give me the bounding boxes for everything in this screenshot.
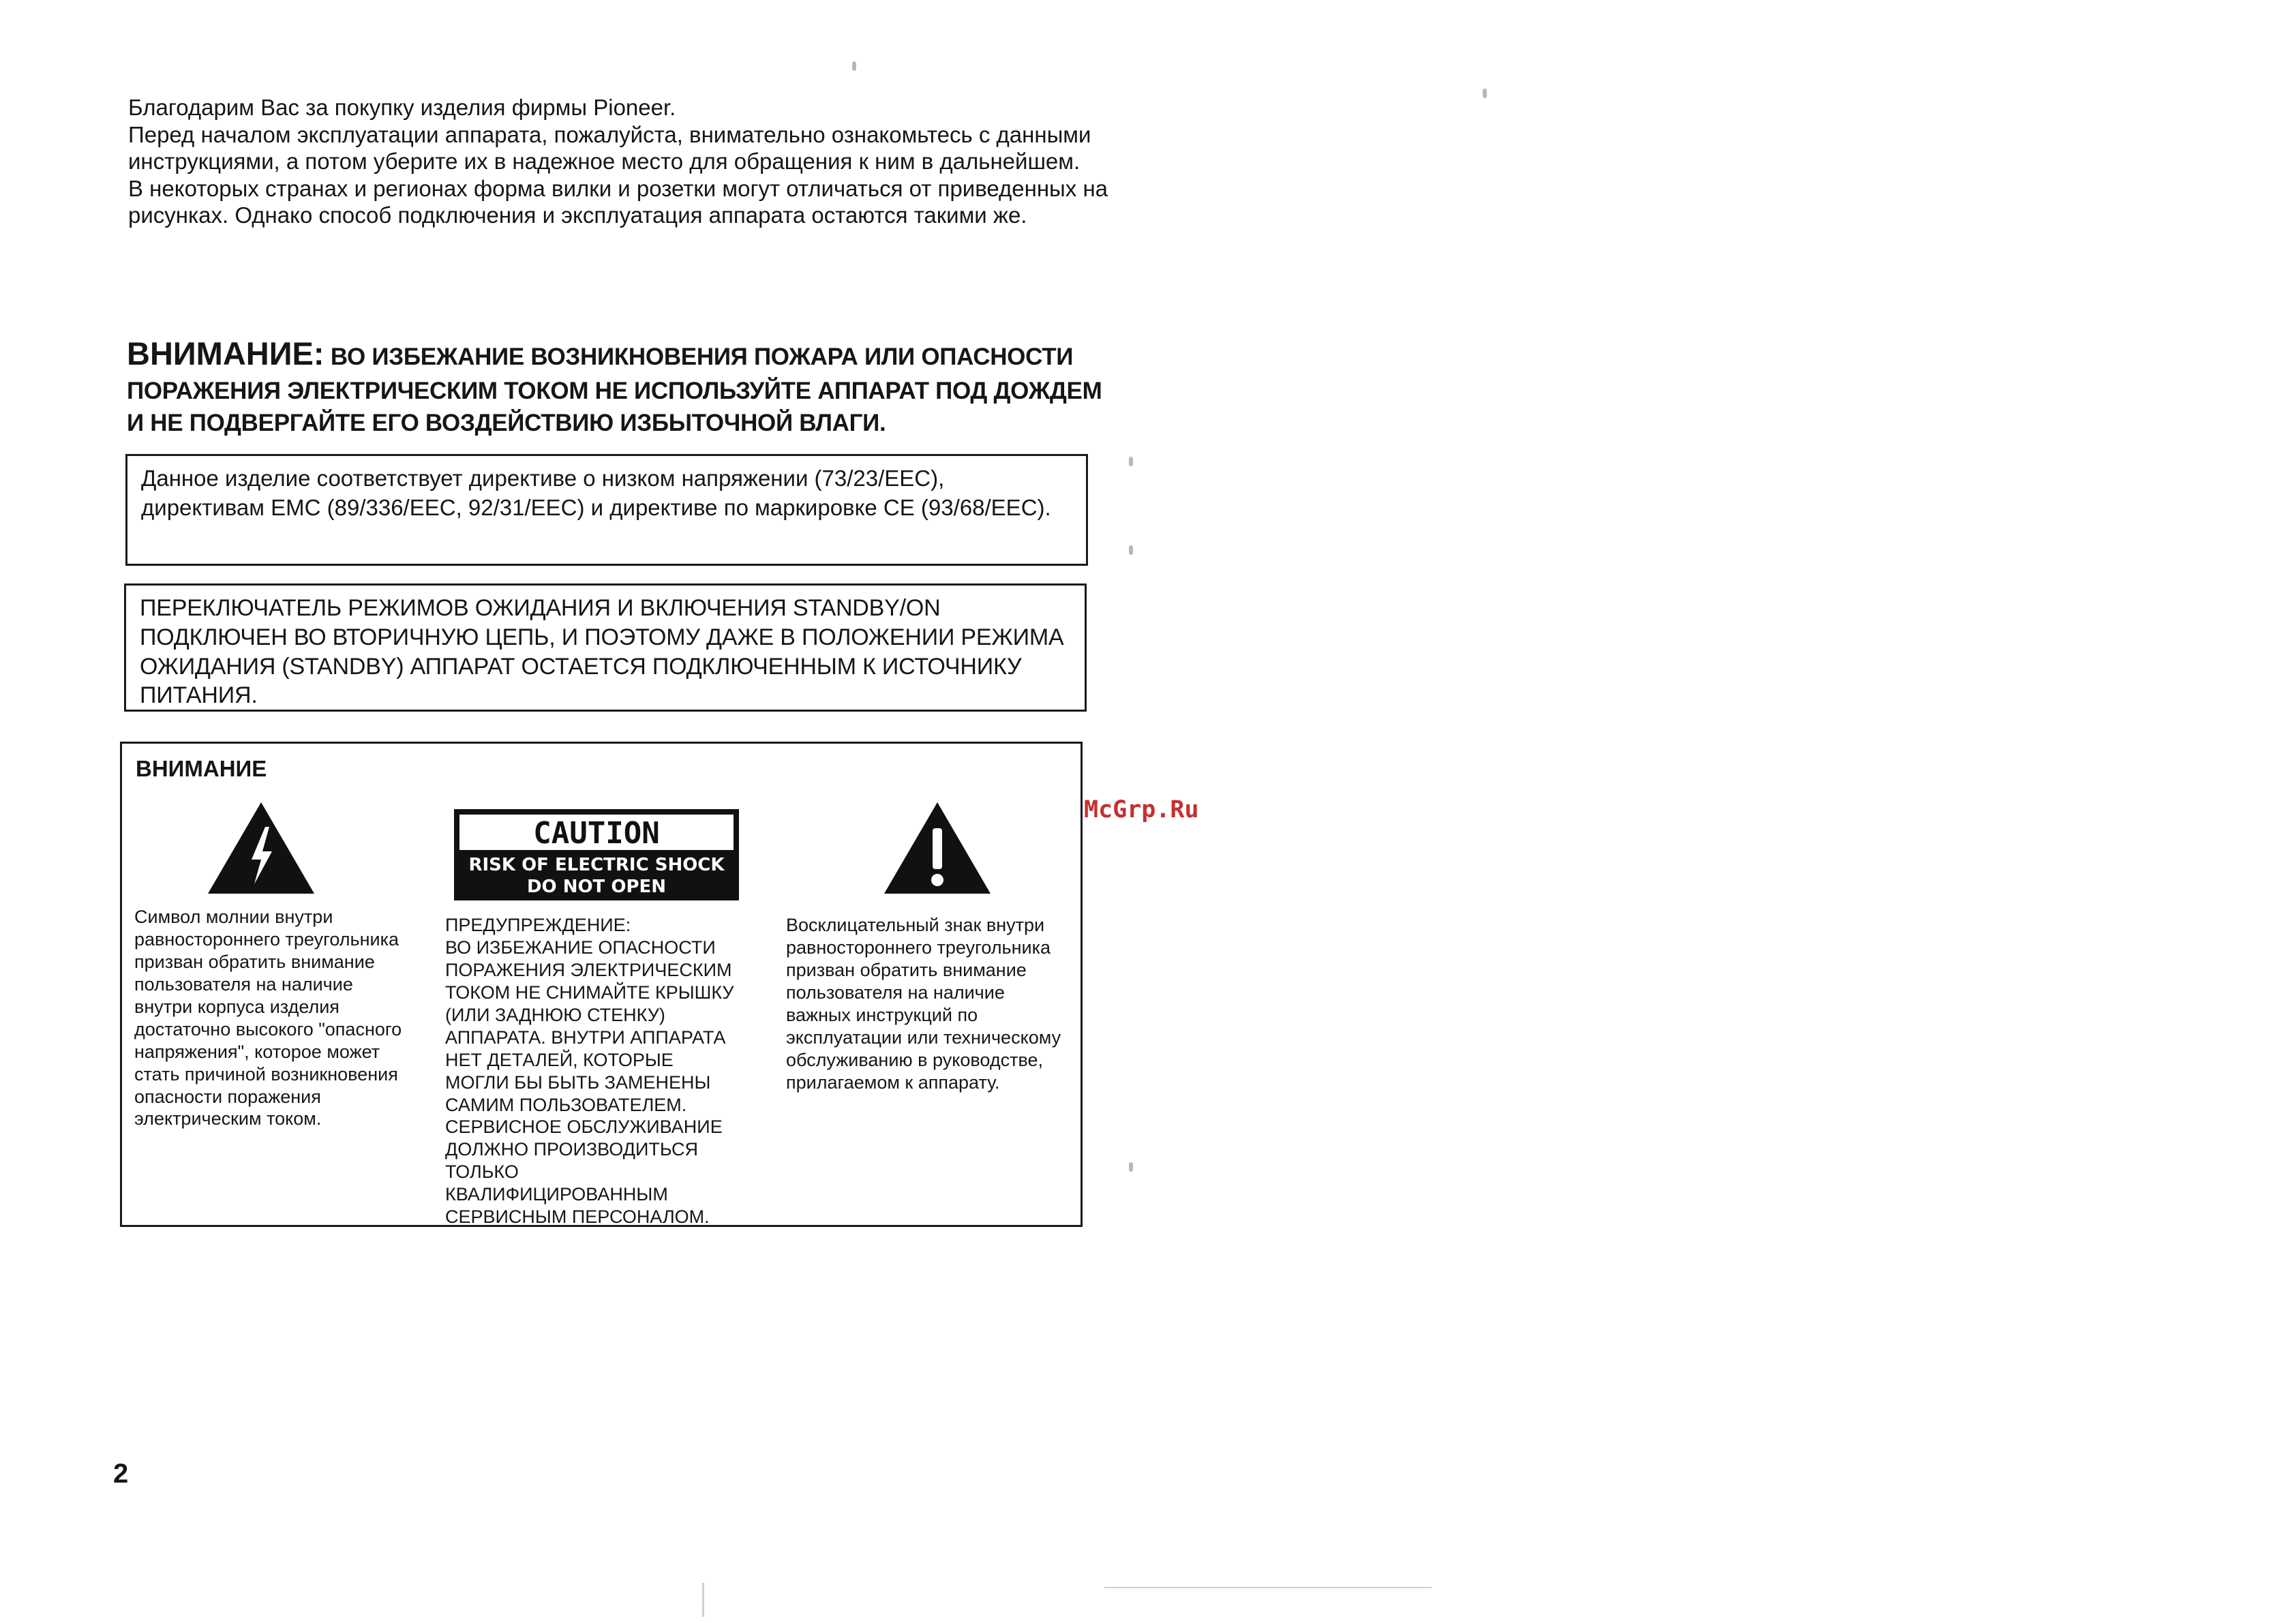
fire-shock-warning [127,333,1108,440]
scan-speck [852,61,856,71]
lightning-warning-icon [207,801,316,895]
exclamation-warning-icon [883,801,992,895]
scan-speck [1129,545,1133,555]
caution-description [445,914,738,1228]
caution-box [120,742,1083,1227]
scan-speck [1483,89,1487,98]
intro-paragraph: Благодарим Вас за покупку изделия фирмы Pioneer. [128,95,676,120]
watermark: McGrp.Ru [1084,796,1199,823]
caution-label-line2: DO NOT OPEN [526,877,667,897]
scan-line [702,1583,704,1617]
intro-text [128,94,1110,229]
warning-lead: ВНИМАНИЕ: [127,335,324,371]
scan-speck [1129,457,1133,466]
scan-speck [1129,1162,1133,1172]
exclamation-description [786,914,1072,1094]
page-number: 2 [113,1459,129,1489]
standby-box [124,583,1087,712]
intro-paragraph: Перед началом эксплуатации аппарата, пожалуйста, внимательно ознакомьтесь с данными инструкциями, а потом уберите их в надежное место для обращения к ним в дальнейшем. [128,121,1091,175]
caution-label-line1: RISK OF ELECTRIC SHOCK [468,855,725,875]
caution-box-title: ВНИМАНИЕ [136,756,267,781]
caution-label-title: CAUTION [533,816,660,851]
directive-text: Данное изделие соответствует директиве о низком напряжении (73/23/EEC), директивам EMC (89/336/EEC, 92/31/EEC) и директиве по маркировке CE (93/68/EEC). [141,466,1051,520]
standby-text: ПЕРЕКЛЮЧАТЕЛЬ РЕЖИМОВ ОЖИДАНИЯ И ВКЛЮЧЕНИЯ STANDBY/ON ПОДКЛЮЧЕН ВО ВТОРИЧНУЮ ЦЕПЬ, И ПОЭТОМУ ДАЖЕ В ПОЛОЖЕНИИ РЕЖИМА ОЖИДАНИЯ (STANDBY) АППАРАТ ОСТАЕТСЯ ПОДКЛЮЧЕННЫМ К ИСТОЧНИКУ ПИТАНИЯ. [140,595,1064,709]
intro-paragraph: В некоторых странах и регионах форма вилки и розетки могут отличаться от приведенных на рисунках. Однако способ подключения и эксплуатация аппарата остаются такими же. [128,175,1108,228]
caution-text: ВО ИЗБЕЖАНИЕ ОПАСНОСТИ ПОРАЖЕНИЯ ЭЛЕКТРИЧЕСКИМ ТОКОМ НЕ СНИМАЙТЕ КРЫШКУ (ИЛИ ЗАДНЮЮ СТЕНКУ) АППАРАТА. ВНУТРИ АППАРАТА НЕТ ДЕТАЛЕЙ, КОТОРЫЕ МОГЛИ БЫ БЫТЬ ЗАМЕНЕНЫ САМИМ ПОЛЬЗОВАТЕЛЕМ. СЕРВИСНОЕ ОБСЛУЖИВАНИЕ ДОЛЖНО ПРОИЗВОДИТЬСЯ ТОЛЬКО КВАЛИФИЦИРОВАННЫМ СЕРВИСНЫМ ПЕРСОНАЛОМ. [445,937,734,1228]
warning-text: ВО ИЗБЕЖАНИЕ ВОЗНИКНОВЕНИЯ ПОЖАРА ИЛИ ОПАСНОСТИ ПОРАЖЕНИЯ ЭЛЕКТРИЧЕСКИМ ТОКОМ НЕ ИСПОЛЬЗУЙТЕ АППАРАТ ПОД ДОЖДЕМ И НЕ ПОДВЕРГАЙТЕ ЕГО ВОЗДЕЙСТВИЮ ИЗБЫТОЧНОЙ ВЛАГИ. [127,344,1102,436]
caution-label-icon [454,809,739,900]
lightning-text: Символ молнии внутри равностороннего треугольника призван обратить внимание пользователя на наличие внутри корпуса изделия достаточно высокого "опасного напряжения", которое может стать причиной возникновения опасности поражения электрическим током. [134,907,402,1129]
lightning-description [134,906,407,1130]
scan-line [1104,1587,1432,1588]
caution-heading: ПРЕДУПРЕЖДЕНИЕ: [445,915,631,935]
directive-box [125,454,1088,566]
exclamation-text: Восклицательный знак внутри равностороннего треугольника призван обратить внимание пользователя на наличие важных инструкций по эксплуатации или техническому обслуживанию в руководстве, прилагаемом к аппарату. [786,915,1061,1093]
